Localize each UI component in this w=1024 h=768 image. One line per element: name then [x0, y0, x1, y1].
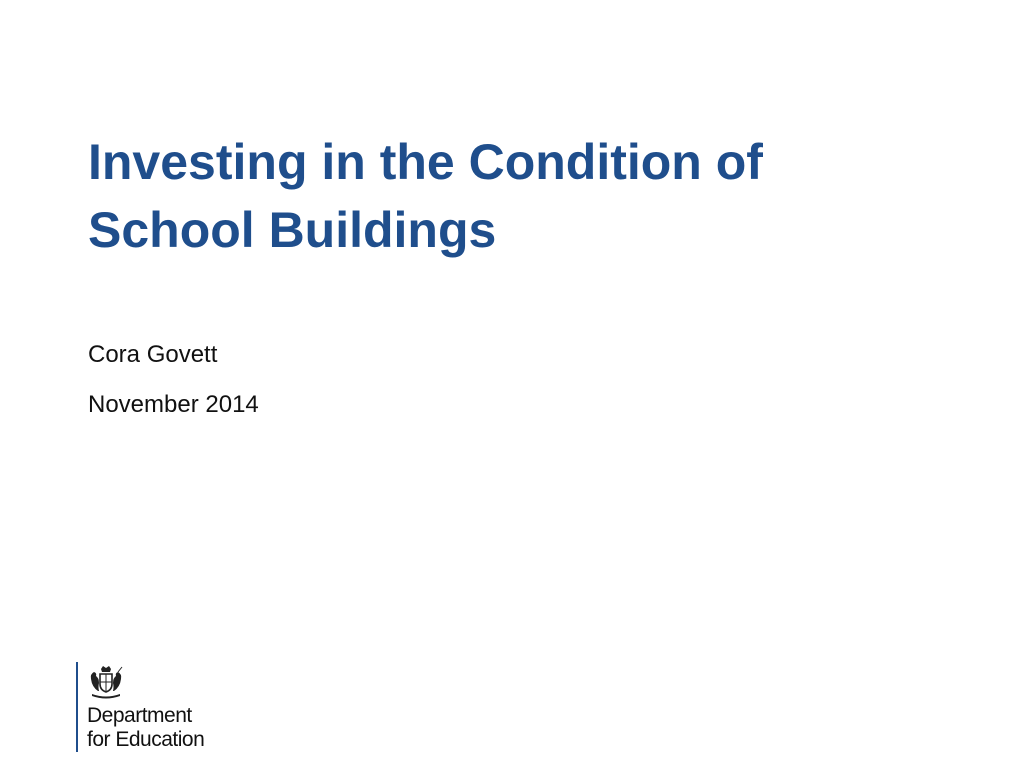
slide-subtitle [88, 340, 259, 440]
logo-line-2: for Education [87, 728, 205, 751]
logo-line-1: Department [87, 704, 192, 727]
slide-title-line-2: School Buildings [88, 202, 497, 258]
slide-title [88, 128, 948, 264]
logo-wordmark [87, 704, 204, 752]
royal-coat-of-arms-icon [86, 665, 126, 699]
logo-divider-bar [76, 662, 78, 752]
slide-title-line-1: Investing in the Condition of [88, 134, 763, 190]
presentation-date: November 2014 [88, 391, 259, 418]
author-name: Cora Govett [88, 341, 218, 368]
department-logo [76, 662, 246, 752]
